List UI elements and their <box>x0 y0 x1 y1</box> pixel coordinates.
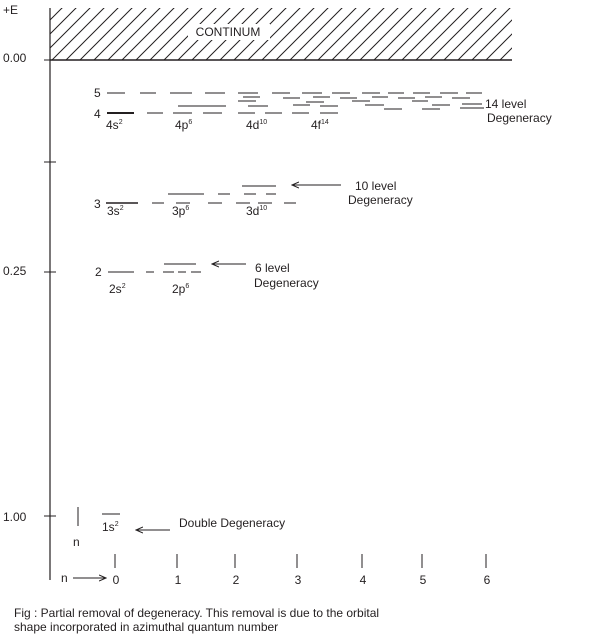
l-axis-labels <box>113 573 491 587</box>
l-tick-0: 0 <box>112 573 120 587</box>
orbital-label-3s: $3s^2$ <box>107 204 124 218</box>
continuum-region <box>50 8 512 60</box>
annotation-10-line1: 10 level <box>355 179 397 193</box>
shell-label-5: 5 <box>94 86 101 100</box>
shell-label-4: 4 <box>94 107 101 121</box>
orbital-label-2s: $2s^2$ <box>109 282 126 296</box>
n-label-bottom: n <box>61 571 68 585</box>
l-tick-4: 4 <box>359 573 367 587</box>
caption-line-2: shape incorporated in azimuthal quantum number <box>14 620 279 634</box>
shell-label-3: 3 <box>94 197 101 211</box>
l-tick-3: 3 <box>294 573 302 587</box>
tick-label-0.25: 0.25 <box>3 264 27 278</box>
n-label-vertical: n <box>73 535 80 549</box>
l-tick-6: 6 <box>483 573 491 587</box>
annotation-double-label: Double Degeneracy <box>179 516 286 530</box>
l-tick-5: 5 <box>419 573 427 587</box>
annotation-10-line2: Degeneracy <box>348 193 413 207</box>
orbital-label-4s: $4s^2$ <box>106 118 123 132</box>
orbital-label-4f: $4f^{14}$ <box>311 118 329 132</box>
annotation-6-line2: Degeneracy <box>254 276 319 290</box>
shell-label-2: 2 <box>95 265 102 279</box>
tick-label-1.00: 1.00 <box>3 510 27 524</box>
shell-numbers <box>94 86 102 279</box>
figure-caption <box>14 606 574 634</box>
energy-axis <box>3 3 56 580</box>
annotation-14-line2: Degeneracy <box>487 111 552 125</box>
orbital-label-2p: $2p^6$ <box>172 282 190 296</box>
energy-levels <box>102 93 484 514</box>
annotation-14-line1: 14 level <box>485 97 527 111</box>
tick-label-0.00: 0.00 <box>3 51 27 65</box>
annotation-14-level <box>485 97 552 125</box>
orbital-label-1s: $1s^2$ <box>102 520 119 534</box>
orbital-label-4d: $4d^{10}$ <box>246 118 268 132</box>
annotation-6-level <box>212 261 319 290</box>
orbital-label-3p: $3p^6$ <box>172 204 190 218</box>
orbital-labels <box>102 118 329 534</box>
l-tick-2: 2 <box>232 573 240 587</box>
l-axis <box>115 554 486 568</box>
energy-axis-label: +E <box>3 3 19 17</box>
orbital-label-4p: $4p^6$ <box>175 118 193 132</box>
l-tick-1: 1 <box>174 573 182 587</box>
annotation-double <box>136 516 285 530</box>
continuum-label: CONTINUM <box>195 25 261 39</box>
annotation-10-level <box>292 179 413 207</box>
caption-line-1: Fig : Partial removal of degeneracy. This removal is due to the orbital <box>14 606 380 620</box>
annotation-6-line1: 6 level <box>255 261 290 275</box>
orbital-label-3d: $3d^{10}$ <box>246 204 268 218</box>
